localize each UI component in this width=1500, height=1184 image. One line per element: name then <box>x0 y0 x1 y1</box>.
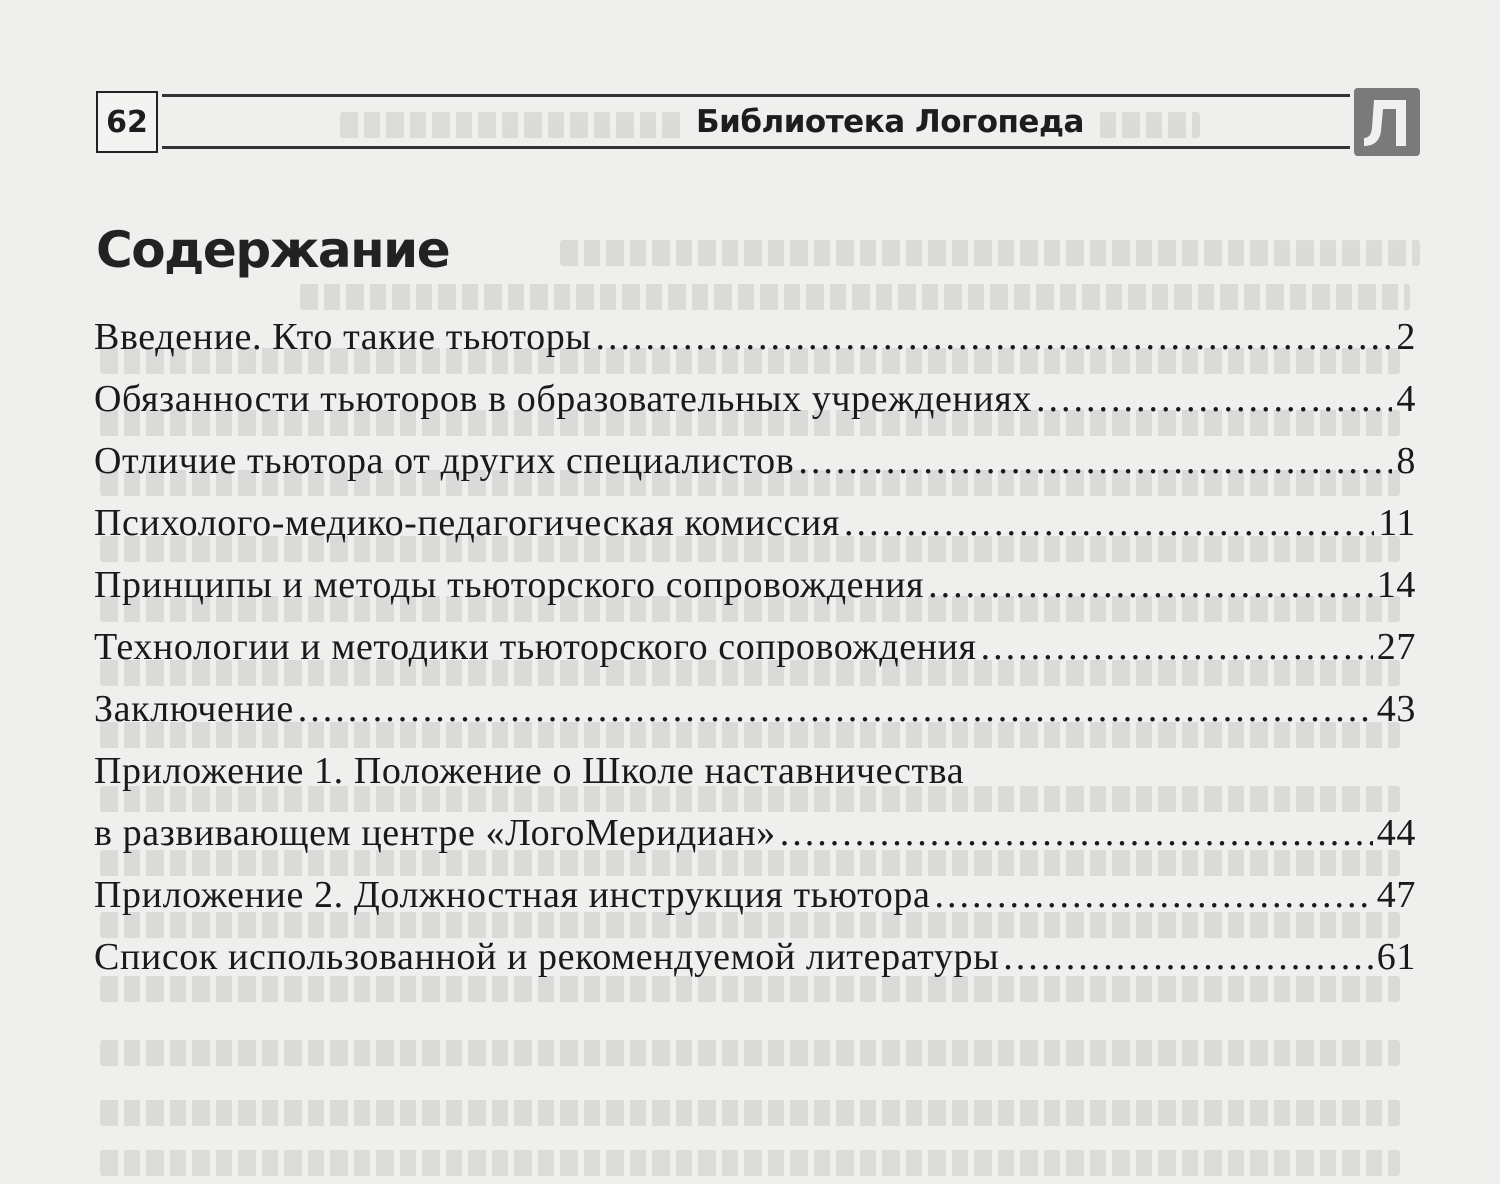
table-of-contents <box>94 306 1416 988</box>
dot-leader <box>928 554 1373 616</box>
dot-leader <box>934 864 1372 926</box>
dot-leader <box>1036 368 1392 430</box>
toc-entry[interactable] <box>94 926 1416 988</box>
header-rule-bottom <box>162 146 1350 149</box>
toc-entry[interactable] <box>94 616 1416 678</box>
toc-entry-title: Введение. Кто такие тьюторы <box>94 316 592 358</box>
toc-entry-page: 47 <box>1376 874 1416 916</box>
page-number: 62 <box>96 91 158 153</box>
toc-entry[interactable] <box>94 864 1416 926</box>
running-title: Библиотека Логопеда <box>682 102 1098 142</box>
toc-entry[interactable] <box>94 492 1416 554</box>
dot-leader <box>1003 926 1373 988</box>
toc-entry[interactable] <box>94 554 1416 616</box>
toc-entry-title-line1: Приложение 1. Положение о Школе наставничества <box>94 750 965 792</box>
toc-entry-page: 61 <box>1376 936 1416 978</box>
toc-entry[interactable] <box>94 430 1416 492</box>
toc-entry-title: Заключение <box>94 688 294 730</box>
page-title: Содержание <box>96 221 450 279</box>
dot-leader <box>981 616 1373 678</box>
header-rule-top <box>162 94 1350 97</box>
toc-entry-title: Технологии и методики тьюторского сопровождения <box>94 626 977 668</box>
dot-leader <box>780 802 1373 864</box>
toc-entry-title: Обязанности тьюторов в образовательных учреждениях <box>94 378 1032 420</box>
toc-entry[interactable] <box>94 678 1416 740</box>
toc-entry-page: 14 <box>1376 564 1416 606</box>
dot-leader <box>595 306 1392 368</box>
toc-entry-page: 27 <box>1376 626 1416 668</box>
toc-entry[interactable] <box>94 368 1416 430</box>
dot-leader <box>844 492 1374 554</box>
toc-entry-page: 2 <box>1396 316 1416 358</box>
toc-entry-page: 43 <box>1376 688 1416 730</box>
toc-entry-title: Приложение 2. Должностная инструкция тьютора <box>94 874 931 916</box>
toc-entry-title-line2: в развивающем центре «ЛогоМеридиан» <box>94 812 776 854</box>
toc-entry-title: Отличие тьютора от других специалистов <box>94 440 795 482</box>
toc-entry-page: 11 <box>1378 502 1416 544</box>
toc-entry-page: 4 <box>1396 378 1416 420</box>
dot-leader <box>798 430 1392 492</box>
toc-entry[interactable] <box>94 306 1416 368</box>
toc-entry-page: 8 <box>1396 440 1416 482</box>
running-header <box>96 88 1420 160</box>
publisher-logo-icon <box>1354 88 1420 156</box>
toc-entry-page: 44 <box>1376 812 1416 854</box>
dot-leader <box>298 678 1373 740</box>
toc-entry-title: Психолого-медико-педагогическая комиссия <box>94 502 840 544</box>
toc-entry-title: Принципы и методы тьюторского сопровождения <box>94 564 925 606</box>
toc-entry-title: Список использованной и рекомендуемой литературы <box>94 936 1000 978</box>
toc-entry[interactable] <box>94 740 1416 864</box>
